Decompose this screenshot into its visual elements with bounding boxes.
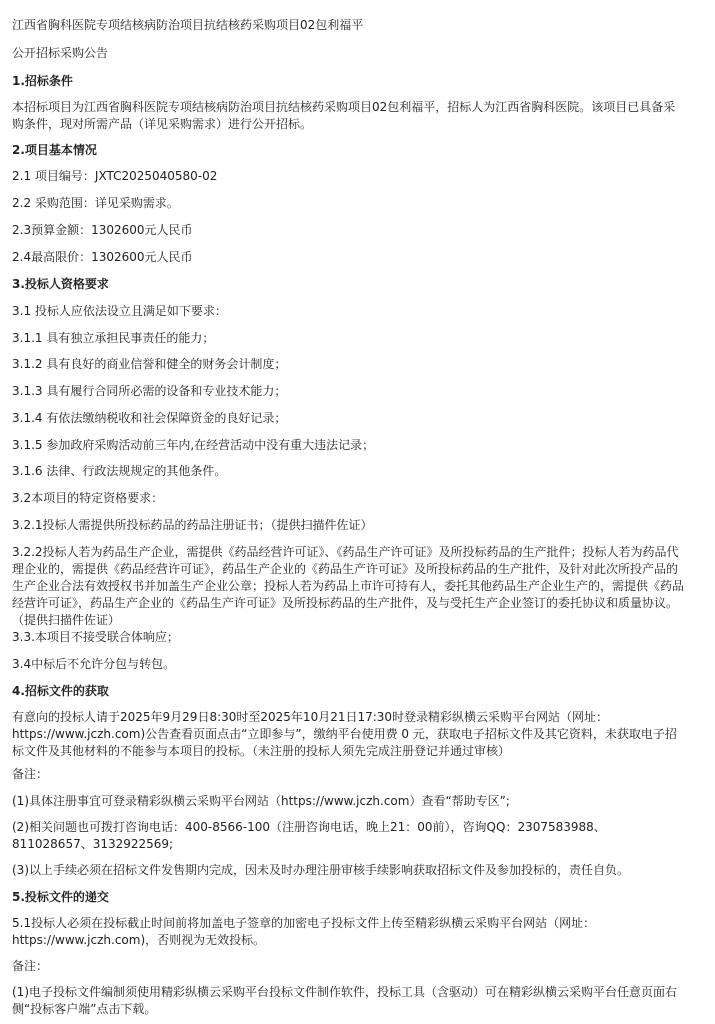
section-4-heading: 4.招标文件的获取 [12,684,109,698]
section-5-body: 5.1投标人必须在投标截止时间前将加盖电子签章的加密电子投标文件上传至精彩纵横云采购平台网站（网址：https://www.jczh.com)，否则视为无效投标。 [12,916,596,947]
requirement-3-2-2: 3.2.2投标人若为药品生产企业，需提供《药品经营许可证》、《药品生产许可证》及所投标药品的生产批件；投标人若为药品代理企业的，需提供《药品经营许可证》，药品生产企业的《药品生产许可证》及所投标药品的生产批件，及针对此次所投产品的生产企业合法有效授权书并加盖生产企业公章；投标人若为药品上市许可持有人，委托其他药品生产企业生产的，需提供《药品经营许可证》，药品生产企业的《药品生产许可证》及所投标药品的生产批件，及与受托生产企业签订的委托协议和质量协议。（提供扫描件佐证） [12,545,685,627]
section-4-note-2: (2)相关问题也可拨打咨询电话：400-8566-100（注册咨询电话，晚上21：00前），咨询QQ：2307583988、811028657、3132922569; [12,820,606,851]
requirement-3-1-5: 3.1.5 参加政府采购活动前三年内,在经营活动中没有重大违法记录； [12,438,375,452]
max-price: 2.4最高限价：1302600元人民币 [12,250,193,264]
requirement-3-2: 3.2本项目的特定资格要求： [12,491,164,505]
section-5-note-label: 备注： [12,959,49,973]
section-4-note-1: (1)具体注册事宜可登录精彩纵横云采购平台网站（https://www.jczh.com）查看“帮助专区”; [12,794,510,808]
requirement-3-3: 3.3.本项目不接受联合体响应； [12,630,179,644]
budget-amount: 2.3预算金额：1302600元人民币 [12,223,193,237]
section-4-note-label: 备注： [12,767,49,781]
section-2-heading: 2.项目基本情况 [12,143,97,157]
section-5-note-1: (1)电子投标文件编制须使用精彩纵横云采购平台投标文件制作软件，投标工具（含驱动）可在精彩纵横云采购平台任意页面右侧“投标客户端”点击下载。 [12,985,678,1016]
project-number: 2.1 项目编号：JXTC2025040580-02 [12,169,218,183]
requirement-3-1-1: 3.1.1 具有独立承担民事责任的能力； [12,331,215,345]
requirement-3-1-4: 3.1.4 有依法缴纳税收和社会保障资金的良好记录； [12,411,287,425]
document-title: 江西省胸科医院专项结核病防治项目抗结核药采购项目02包利福平 [12,18,364,32]
requirement-3-4: 3.4中标后不允许分包与转包。 [12,657,176,671]
requirement-3-1: 3.1 投标人应依法设立且满足如下要求： [12,304,227,318]
section-3-heading: 3.投标人资格要求 [12,277,109,291]
requirement-3-1-3: 3.1.3 具有履行合同所必需的设备和专业技术能力； [12,384,287,398]
section-1-heading: 1.招标条件 [12,74,73,88]
section-4-note-3: (3)以上手续必须在招标文件发售期内完成，因未及时办理注册审核手续影响获取招标文件及参加投标的，责任自负。 [12,863,630,877]
requirement-3-2-1: 3.2.1投标人需提供所投标药品的药品注册证书；（提供扫描件佐证） [12,518,373,532]
document-subtitle: 公开招标采购公告 [12,46,109,60]
requirement-3-1-2: 3.1.2 具有良好的商业信誉和健全的财务会计制度； [12,357,287,371]
procurement-scope: 2.2 采购范围：详见采购需求。 [12,196,179,210]
section-1-body: 本招标项目为江西省胸科医院专项结核病防治项目抗结核药采购项目02包利福平，招标人为江西省胸科医院。该项目已具备采购条件，现对所需产品（详见采购需求）进行公开招标。 [12,100,676,131]
requirement-3-1-6: 3.1.6 法律、行政法规规定的其他条件。 [12,464,227,478]
section-4-body: 有意向的投标人请于2025年9月29日8:30时至2025年10月21日17:30时登录精彩纵横云采购平台网站（网址：https://www.jczh.com)公告查看页面点击“立即参与”，缴纳平台使用费 0 元，获取电子招标文件及其它资料，未获取电子招标文件及其他材料的不能参与本项目的投标。（未注册的投标人须先完成注册登记并通过审核） [12,710,677,758]
section-5-heading: 5.投标文件的递交 [12,890,109,904]
